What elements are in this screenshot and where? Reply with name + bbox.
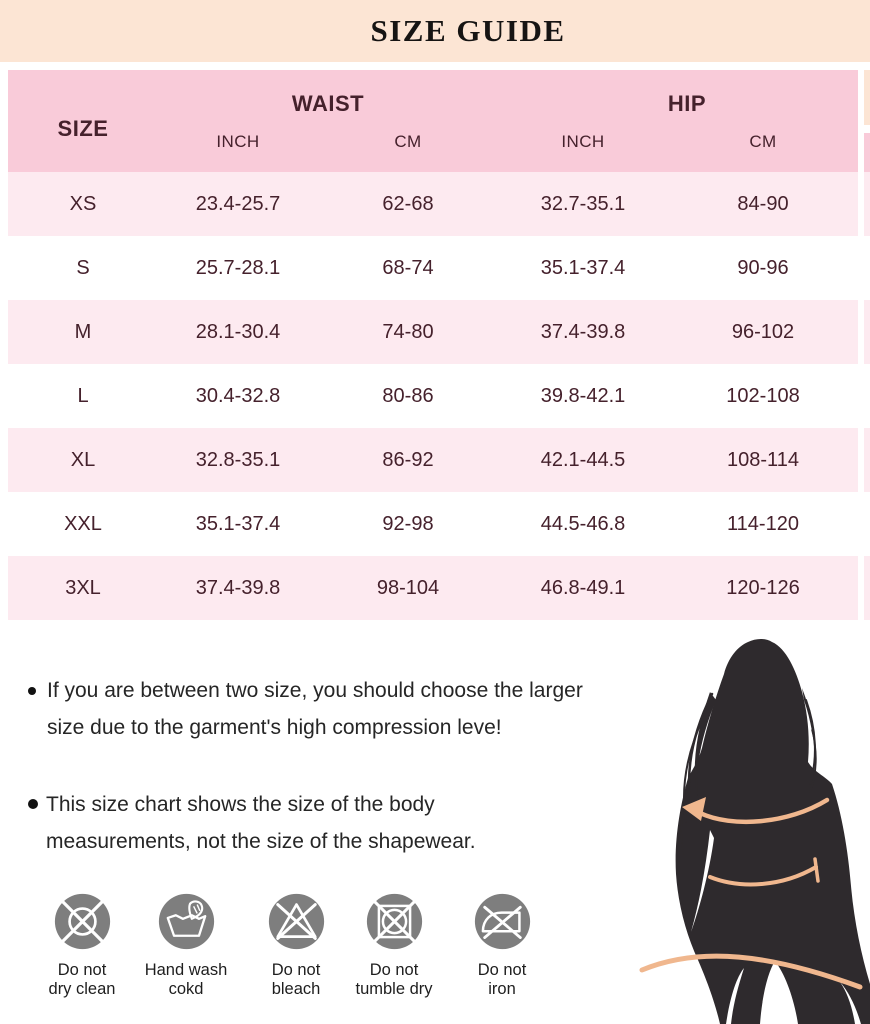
table-row — [8, 364, 858, 428]
note-line: measurements, not the size of the shapewear. — [46, 830, 476, 853]
hip-inch-cell: 44.5-46.8 — [540, 512, 626, 535]
hip-cm-cell: 96-102 — [731, 320, 795, 343]
unit-header-hip-inch: INCH — [561, 132, 605, 151]
waist-cm-cell: 98-104 — [376, 576, 440, 599]
note-line: This size chart shows the size of the body — [46, 793, 435, 816]
hip-cm-cell: 102-108 — [726, 384, 800, 407]
hip-inch-cell: 37.4-39.8 — [540, 320, 626, 343]
size-table — [8, 70, 858, 620]
table-row — [8, 172, 858, 236]
waist-inch-cell: 35.1-37.4 — [195, 512, 281, 535]
waist-cm-cell: 80-86 — [382, 384, 434, 407]
size-cell: L — [77, 384, 89, 407]
waist-cm-cell: 68-74 — [382, 256, 434, 279]
care-item — [442, 893, 562, 999]
waist-cm-cell: 74-80 — [382, 320, 434, 343]
hip-cm-cell: 114-120 — [727, 512, 799, 535]
waist-inch-cell: 37.4-39.8 — [195, 576, 281, 599]
size-cell: XS — [69, 192, 97, 215]
waist-inch-cell: 30.4-32.8 — [195, 384, 281, 407]
table-row — [8, 300, 858, 364]
unit-header-waist-cm: CM — [394, 132, 422, 151]
waist-cm-cell: 62-68 — [382, 192, 434, 215]
care-label: Do not dry clean — [48, 961, 116, 998]
unit-header-hip-cm: CM — [749, 132, 777, 151]
hip-inch-cell: 35.1-37.4 — [540, 256, 626, 279]
title-band — [0, 0, 870, 62]
note-item — [28, 786, 476, 860]
note-text — [47, 672, 583, 746]
waist-cm-cell: 86-92 — [382, 448, 434, 471]
hand-wash-icon — [158, 893, 215, 950]
do-not-tumble-dry-icon — [366, 893, 423, 950]
table-row — [8, 236, 858, 300]
table-header — [8, 70, 858, 172]
care-label: Do not tumble dry — [355, 961, 433, 998]
do-not-bleach-icon — [268, 893, 325, 950]
size-cell: S — [76, 256, 90, 279]
care-label: Do not bleach — [271, 961, 321, 998]
hip-inch-cell: 42.1-44.5 — [540, 448, 626, 471]
waist-inch-cell: 32.8-35.1 — [195, 448, 281, 471]
column-group-waist: WAIST — [291, 91, 365, 116]
bullet-icon — [28, 687, 36, 695]
table-row — [8, 428, 858, 492]
table-row — [8, 556, 858, 620]
waist-inch-cell: 28.1-30.4 — [195, 320, 281, 343]
hip-cm-cell: 108-114 — [727, 448, 799, 471]
size-cell: XL — [70, 448, 96, 471]
care-item — [126, 893, 246, 999]
waist-cm-cell: 92-98 — [382, 512, 434, 535]
care-label: Do not iron — [477, 961, 527, 998]
waist-inch-cell: 23.4-25.7 — [195, 192, 281, 215]
body-silhouette — [620, 630, 870, 1024]
page-title: SIZE GUIDE — [370, 13, 566, 48]
note-item — [28, 672, 583, 746]
hip-cm-cell: 84-90 — [737, 192, 789, 215]
hip-inch-cell: 39.8-42.1 — [540, 384, 626, 407]
column-group-hip: HIP — [667, 91, 707, 116]
size-cell: M — [74, 320, 92, 343]
carousel-edge-strip — [864, 133, 870, 172]
hip-inch-cell: 32.7-35.1 — [540, 192, 626, 215]
bullet-icon — [28, 799, 38, 809]
note-line: If you are between two size, you should choose the larger — [47, 679, 583, 702]
column-header-size: SIZE — [57, 116, 109, 141]
carousel-edge-strip — [864, 172, 870, 620]
carousel-edge-strip — [864, 70, 870, 125]
size-cell: 3XL — [65, 576, 101, 599]
hip-cm-cell: 90-96 — [737, 256, 789, 279]
note-text — [46, 786, 476, 860]
hip-inch-cell: 46.8-49.1 — [540, 576, 626, 599]
do-not-iron-icon — [474, 893, 531, 950]
waist-inch-cell: 25.7-28.1 — [195, 256, 281, 279]
care-item — [22, 893, 142, 999]
do-not-dry-clean-icon — [54, 893, 111, 950]
table-row — [8, 492, 858, 556]
care-label: Hand wash cokd — [144, 961, 228, 998]
care-item — [334, 893, 454, 999]
size-cell: XXL — [64, 512, 102, 535]
hip-cm-cell: 120-126 — [726, 576, 800, 599]
note-line: size due to the garment's high compression leve! — [47, 716, 502, 739]
unit-header-waist-inch: INCH — [216, 132, 260, 151]
